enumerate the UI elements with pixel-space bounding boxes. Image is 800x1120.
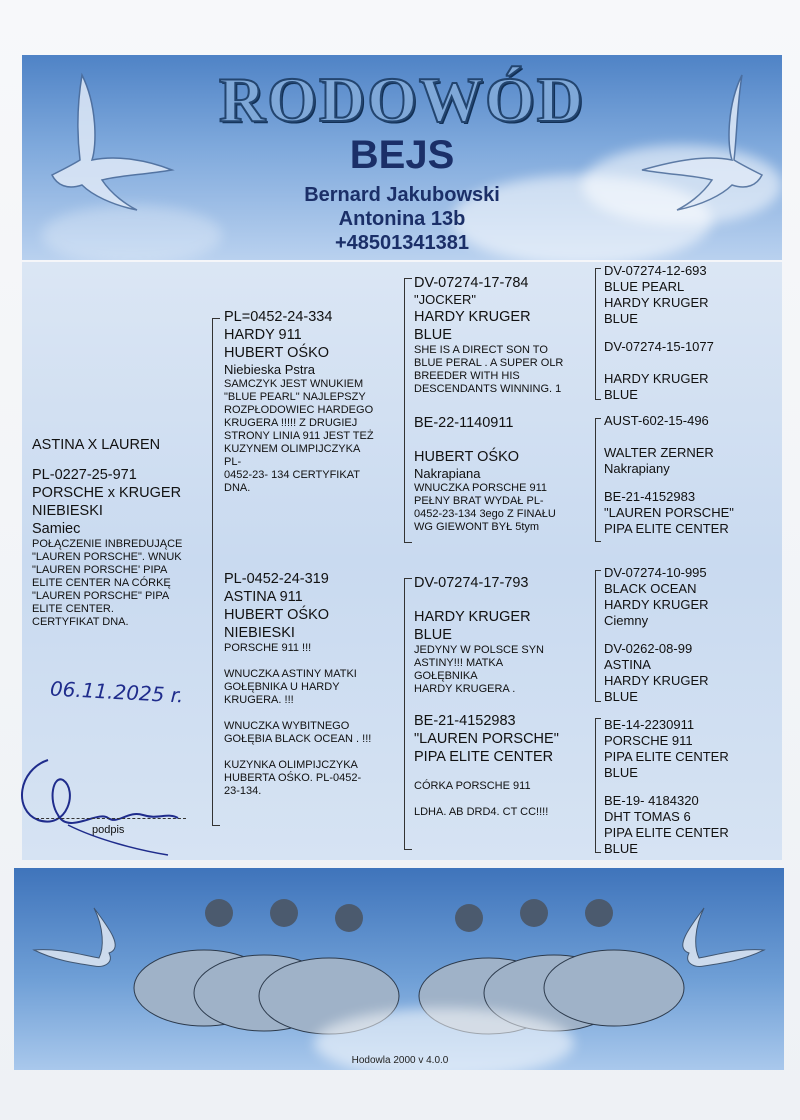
dam-ring: PL-0452-24-319 bbox=[224, 571, 329, 587]
note-line: KRUGERA. !!! bbox=[224, 694, 294, 706]
gen4-bird bbox=[604, 489, 779, 537]
spacer bbox=[224, 746, 404, 759]
breeder: HARDY KRUGER bbox=[604, 371, 709, 386]
note-line: KRUGERA !!!!! Z DRUGIEJ bbox=[224, 417, 358, 429]
breeder: HARDY KRUGER bbox=[414, 309, 531, 325]
breeder: HARDY KRUGER bbox=[604, 295, 709, 310]
bracket-line bbox=[595, 418, 601, 419]
note-line: "BLUE PEARL" NAJLEPSZY bbox=[224, 391, 366, 403]
note-line: 0452-23-134 3ego Z FINAŁU bbox=[414, 508, 556, 520]
note-line: KUZYNKA OLIMPIJCZYKA bbox=[224, 759, 358, 771]
dam-breeder: HUBERT OŚKO bbox=[224, 607, 330, 623]
dam-name: ASTINA 911 bbox=[224, 589, 303, 605]
note-line: WG GIEWONT BYŁ 5tym bbox=[414, 521, 540, 533]
bird-color: BLUE bbox=[414, 627, 452, 643]
ring-number: DV-0262-08-99 bbox=[604, 641, 693, 656]
note-line: CÓRKA PORSCHE 911 bbox=[414, 780, 531, 792]
ring-number: DV-07274-15-1077 bbox=[604, 339, 714, 354]
note-line: 0452-23- 134 CERTYFIKAT bbox=[224, 469, 360, 481]
ring-number: DV-07274-10-995 bbox=[604, 565, 707, 580]
note-line: PL- bbox=[224, 456, 242, 468]
signature-line bbox=[36, 818, 186, 819]
dam bbox=[224, 570, 404, 798]
note-line: PORSCHE 911 !!! bbox=[224, 642, 312, 654]
bird-name: "JOCKER" bbox=[414, 292, 476, 307]
bracket-line bbox=[404, 542, 412, 543]
bracket-line bbox=[595, 701, 601, 702]
bird-color: BLUE bbox=[604, 311, 638, 326]
bird-color: Nakrapiany bbox=[604, 461, 670, 476]
breeder: HARDY KRUGER bbox=[604, 597, 709, 612]
note-line: HUBERTA OŚKO. PL-0452- bbox=[224, 772, 362, 784]
gen4-bird bbox=[604, 793, 779, 857]
subject-color: NIEBIESKI bbox=[32, 503, 103, 519]
bird-name: BLUE PEARL bbox=[604, 279, 685, 294]
note-line: ROZPŁODOWIEC HARDEGO bbox=[224, 404, 374, 416]
bird-color: BLUE bbox=[604, 689, 638, 704]
note-line: SHE IS A DIRECT SON TO bbox=[414, 344, 548, 356]
bracket-line bbox=[404, 849, 412, 850]
gen4-bird bbox=[604, 565, 779, 629]
bird-color: Nakrapiana bbox=[414, 466, 481, 481]
note-line: GOŁĘBNIKA U HARDY bbox=[224, 681, 340, 693]
spacer bbox=[224, 655, 404, 668]
dam-color: NIEBIESKI bbox=[224, 625, 295, 641]
ring-number: AUST-602-15-496 bbox=[604, 413, 709, 428]
note-line: SAMCZYK JEST WNUKIEM bbox=[224, 378, 364, 390]
note-line: LDHA. AB DRD4. CT CC!!!! bbox=[414, 806, 549, 818]
note-line: GOŁĘBNIKA bbox=[414, 670, 478, 682]
subject-notes bbox=[32, 538, 212, 629]
bracket-line bbox=[404, 578, 412, 579]
ring-number: BE-14-2230911 bbox=[604, 717, 695, 732]
note-line: "LAUREN PORSCHE". WNUK bbox=[32, 551, 182, 563]
pairing: ASTINA X LAUREN bbox=[32, 437, 161, 453]
bird-name: ASTINA bbox=[604, 657, 651, 672]
note-line: CERTYFIKAT DNA. bbox=[32, 616, 129, 628]
breeder: PIPA ELITE CENTER bbox=[604, 521, 729, 536]
note-line: DESCENDANTS WINNING. 1 bbox=[414, 383, 562, 395]
bird-name: BLACK OCEAN bbox=[604, 581, 697, 596]
signature bbox=[8, 740, 188, 860]
gen4-bird bbox=[604, 717, 779, 781]
ring-number: BE-19- 4184320 bbox=[604, 793, 699, 808]
subject-bird bbox=[32, 436, 212, 629]
note-line: WNUCZKA WYBITNEGO bbox=[224, 720, 350, 732]
subject-sex: Samiec bbox=[32, 521, 81, 537]
bird-name: DHT TOMAS 6 bbox=[604, 809, 691, 824]
subject-ring: PL-0227-25-971 bbox=[32, 467, 137, 483]
bracket-line bbox=[595, 852, 601, 853]
dam-notes bbox=[224, 642, 404, 798]
software-credit: Hodowla 2000 v 4.0.0 bbox=[351, 1055, 449, 1066]
bird-color: BLUE bbox=[604, 841, 638, 856]
bracket-line bbox=[595, 541, 601, 542]
breeder: PIPA ELITE CENTER bbox=[414, 749, 554, 765]
gen4-bird bbox=[604, 339, 779, 403]
ring-number: DV-07274-12-693 bbox=[604, 263, 707, 278]
note-line: ELITE CENTER NA CÓRKĘ bbox=[32, 577, 171, 589]
gen4-bird bbox=[604, 413, 779, 477]
breeder: WALTER ZERNER bbox=[604, 445, 714, 460]
sire bbox=[224, 308, 404, 495]
note-line: 23-134. bbox=[224, 785, 262, 797]
bracket-line bbox=[595, 570, 596, 702]
note-line: JEDYNY W POLSCE SYN bbox=[414, 644, 544, 656]
bird-name: PORSCHE 911 bbox=[604, 733, 693, 748]
breeder: PIPA ELITE CENTER bbox=[604, 749, 729, 764]
note-line: WNUCZKA PORSCHE 911 bbox=[414, 482, 548, 494]
handwritten-date: 06.11.2025 r. bbox=[49, 676, 185, 708]
bracket-line bbox=[595, 718, 596, 853]
breeder: HUBERT OŚKO bbox=[414, 449, 520, 465]
bird-color: Ciemny bbox=[604, 613, 649, 628]
bracket-line bbox=[404, 278, 412, 279]
ring-number: BE-22-1140911 bbox=[414, 415, 514, 431]
subject-name: PORSCHE x KRUGER bbox=[32, 485, 182, 501]
note-line: ASTINY!!! MATKA bbox=[414, 657, 504, 669]
bracket-line bbox=[212, 825, 220, 826]
bracket-line bbox=[212, 318, 220, 319]
signature-label: podpis bbox=[92, 824, 125, 836]
owner-phone: +48501341381 bbox=[334, 232, 470, 254]
owner-name: Bernard Jakubowski bbox=[304, 184, 500, 206]
note-line: HARDY KRUGERA . bbox=[414, 683, 516, 695]
note-line: "LAUREN PORSCHE" PIPA bbox=[32, 590, 170, 602]
granddam-maternal bbox=[414, 712, 594, 819]
sire-color: Niebieska Pstra bbox=[224, 362, 316, 377]
sire-name: HARDY 911 bbox=[224, 327, 302, 343]
note-line: GOŁĘBIA BLACK OCEAN . !!! bbox=[224, 733, 372, 745]
ring-number: DV-07274-17-793 bbox=[414, 575, 529, 591]
note-line: DNA. bbox=[224, 482, 251, 494]
document-title: RODOWÓD bbox=[219, 64, 585, 135]
bird-name: "LAUREN PORSCHE" bbox=[414, 731, 559, 747]
bird-color: BLUE bbox=[414, 327, 452, 343]
breeder: HARDY KRUGER bbox=[414, 609, 531, 625]
granddam-paternal bbox=[414, 414, 594, 534]
loft-name: BEJS bbox=[349, 133, 455, 177]
bracket-line bbox=[595, 399, 601, 400]
bracket-line bbox=[404, 578, 405, 850]
note-line: BLUE PERAL . A SUPER OLR bbox=[414, 357, 564, 369]
owner-info bbox=[22, 183, 782, 255]
breeder: PIPA ELITE CENTER bbox=[604, 825, 729, 840]
sire-ring: PL=0452-24-334 bbox=[224, 309, 333, 325]
note-line: ELITE CENTER. bbox=[32, 603, 114, 615]
header-banner bbox=[22, 55, 782, 260]
ring-number: DV-07274-17-784 bbox=[414, 275, 529, 291]
sire-notes bbox=[224, 378, 404, 495]
note-line: KUZYNEM OLIMPIJCZYKA bbox=[224, 443, 361, 455]
gen4-bird bbox=[604, 641, 779, 705]
note-line: POŁĄCZENIE INBREDUJĄCE bbox=[32, 538, 183, 550]
grandsire-maternal bbox=[414, 574, 594, 696]
gen4-bird bbox=[604, 263, 779, 327]
bird-name: "LAUREN PORSCHE" bbox=[604, 505, 734, 520]
grandsire-paternal bbox=[414, 274, 594, 396]
owner-address: Antonina 13b bbox=[338, 208, 466, 230]
note-line: PEŁNY BRAT WYDAŁ PL- bbox=[414, 495, 544, 507]
ring-number: BE-21-4152983 bbox=[604, 489, 696, 504]
footer-banner bbox=[14, 868, 784, 1070]
bracket-line bbox=[595, 718, 601, 719]
spacer bbox=[224, 707, 404, 720]
note-line: "LAUREN PORSCHE' PIPA bbox=[32, 564, 168, 576]
bracket-line bbox=[595, 268, 596, 400]
bracket-line bbox=[404, 278, 405, 543]
bird-color: BLUE bbox=[604, 765, 638, 780]
bracket-line bbox=[595, 570, 601, 571]
bracket-line bbox=[212, 318, 213, 826]
note-line: WNUCZKA ASTINY MATKI bbox=[224, 668, 357, 680]
sire-breeder: HUBERT OŚKO bbox=[224, 345, 330, 361]
bracket-line bbox=[595, 268, 601, 269]
note-line: BREEDER WITH HIS bbox=[414, 370, 520, 382]
bracket-line bbox=[595, 418, 596, 542]
note-line: STRONY LINIA 911 JEST TEŻ bbox=[224, 430, 374, 442]
ring-number: BE-21-4152983 bbox=[414, 713, 516, 729]
bird-color: BLUE bbox=[604, 387, 638, 402]
breeder: HARDY KRUGER bbox=[604, 673, 709, 688]
